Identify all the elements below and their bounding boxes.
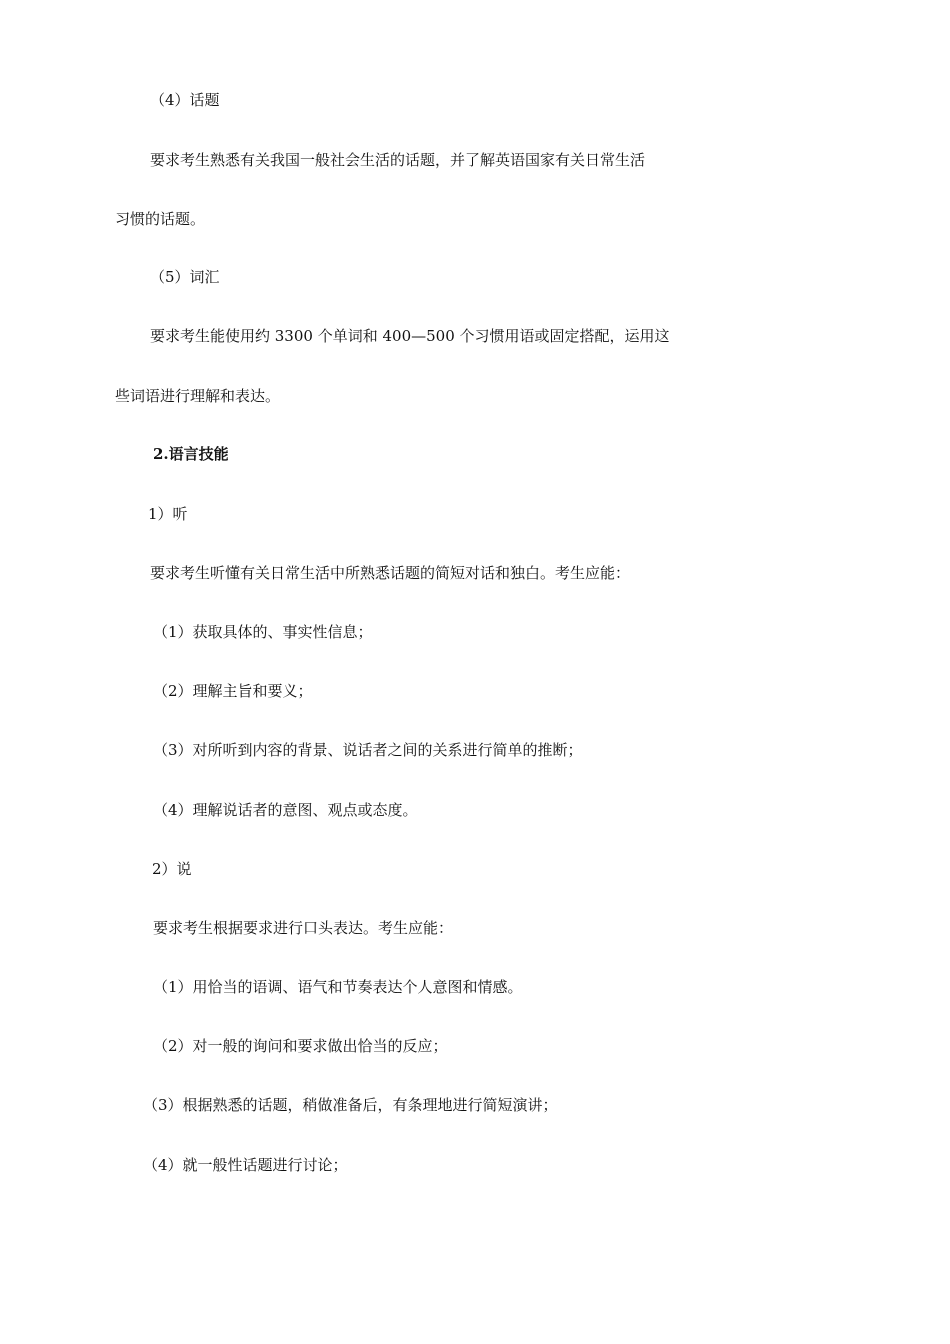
speaking-item-4: （4）就一般性话题进行讨论； <box>143 1156 348 1174</box>
heading-vocabulary: （5）词汇 <box>150 268 220 286</box>
speaking-item-1: （1）用恰当的语调、语气和节奏表达个人意图和情感。 <box>153 978 523 996</box>
subheading-speaking: 2）说 <box>152 860 192 878</box>
listening-item-3: （3）对所听到内容的背景、说话者之间的关系进行简单的推断； <box>153 741 583 759</box>
listening-item-1: （1）获取具体的、事实性信息； <box>153 623 373 641</box>
speaking-item-3: （3）根据熟悉的话题，稍做准备后，有条理地进行简短演讲； <box>143 1096 558 1114</box>
listening-item-2: （2）理解主旨和要义； <box>153 682 313 700</box>
subheading-listening: 1）听 <box>148 505 188 523</box>
paragraph-vocab-line-1: 要求考生能使用约 3300 个单词和 400—500 个习惯用语或固定搭配，运用这 <box>150 327 670 345</box>
paragraph-vocab-line-2: 些词语进行理解和表达。 <box>115 387 281 405</box>
paragraph-speaking: 要求考生根据要求进行口头表达。考生应能： <box>153 919 454 937</box>
section-title-language-skills: 2.语言技能 <box>153 445 229 463</box>
listening-item-4: （4）理解说话者的意图、观点或态度。 <box>153 801 418 819</box>
heading-topic: （4）话题 <box>150 91 220 109</box>
speaking-item-2: （2）对一般的询问和要求做出恰当的反应； <box>153 1037 448 1055</box>
paragraph-topic-line-2: 习惯的话题。 <box>115 210 206 228</box>
paragraph-topic-line-1: 要求考生熟悉有关我国一般社会生活的话题，并了解英语国家有关日常生活 <box>150 151 646 169</box>
paragraph-listening: 要求考生听懂有关日常生活中所熟悉话题的简短对话和独白。考生应能： <box>150 564 631 582</box>
